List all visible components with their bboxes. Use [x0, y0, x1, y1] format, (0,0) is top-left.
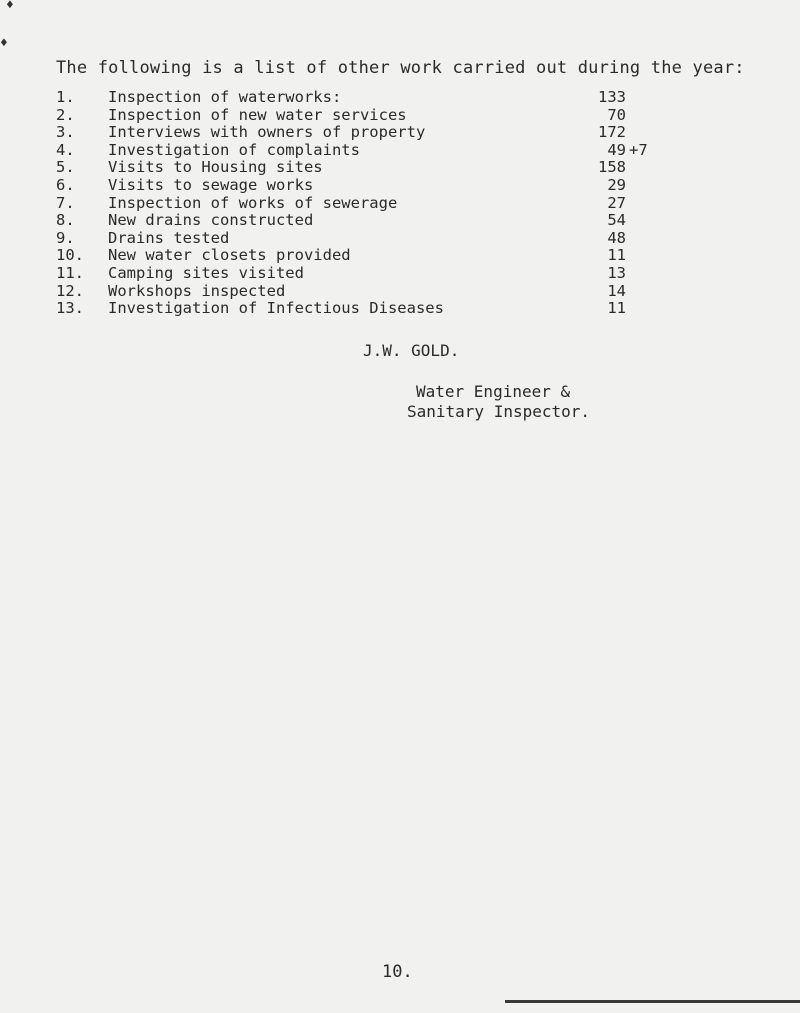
item-description: Interviews with owners of property	[108, 123, 426, 142]
bottom-rule	[505, 1000, 800, 1003]
item-count: 70	[607, 105, 626, 124]
item-number: 6.	[56, 175, 75, 194]
item-description: Visits to Housing sites	[108, 158, 323, 177]
item-number: 10.	[56, 246, 84, 265]
item-count: 158	[598, 158, 626, 177]
item-extra: +7	[629, 140, 648, 159]
item-description: Inspection of works of sewerage	[108, 193, 398, 212]
list-item	[56, 176, 696, 194]
signature-title-line1: Water Engineer &	[416, 382, 571, 401]
item-description: New water closets provided	[108, 246, 351, 265]
item-number: 3.	[56, 123, 75, 142]
item-count: 48	[607, 228, 626, 247]
item-count: 14	[607, 281, 626, 300]
list-item	[56, 229, 696, 247]
list-item	[56, 246, 696, 264]
item-count: 172	[598, 123, 626, 142]
item-count: 133	[598, 88, 626, 106]
item-number: 9.	[56, 228, 75, 247]
item-description: Inspection of waterworks:	[108, 88, 342, 106]
list-item	[56, 282, 696, 300]
list-item	[56, 123, 696, 141]
item-count: 27	[607, 193, 626, 212]
item-number: 5.	[56, 158, 75, 177]
item-description: Workshops inspected	[108, 281, 286, 300]
item-count: 29	[607, 175, 626, 194]
item-number: 11.	[56, 263, 84, 282]
item-description: Visits to sewage works	[108, 175, 314, 194]
work-list	[56, 88, 696, 317]
list-item	[56, 211, 696, 229]
list-item	[56, 158, 696, 176]
list-item	[56, 141, 696, 159]
list-item	[56, 106, 696, 124]
item-description: Camping sites visited	[108, 263, 304, 282]
item-number: 7.	[56, 193, 75, 212]
item-number: 4.	[56, 140, 75, 159]
corner-mark: ♦	[6, 0, 14, 13]
item-count: 49	[607, 140, 626, 159]
item-number: 13.	[56, 299, 84, 318]
list-item	[56, 264, 696, 282]
item-count: 11	[607, 246, 626, 265]
item-description: Investigation of Infectious Diseases	[108, 299, 444, 318]
item-number: 1.	[56, 88, 75, 106]
page-number: 10.	[382, 962, 413, 982]
item-description: New drains constructed	[108, 211, 314, 230]
margin-mark: ♦	[0, 36, 8, 51]
signature-name: J.W. GOLD.	[363, 341, 460, 360]
list-item	[56, 194, 696, 212]
item-description: Investigation of complaints	[108, 140, 360, 159]
item-number: 8.	[56, 211, 75, 230]
item-count: 54	[607, 211, 626, 230]
item-number: 12.	[56, 281, 84, 300]
item-number: 2.	[56, 105, 75, 124]
item-count: 11	[607, 299, 626, 318]
signature-title-line2: Sanitary Inspector.	[407, 402, 591, 421]
item-count: 13	[607, 263, 626, 282]
intro-sentence: The following is a list of other work carried out during the year:	[56, 58, 745, 78]
list-item	[56, 299, 696, 317]
item-description: Drains tested	[108, 228, 230, 247]
item-description: Inspection of new water services	[108, 105, 407, 124]
list-item	[56, 88, 696, 106]
